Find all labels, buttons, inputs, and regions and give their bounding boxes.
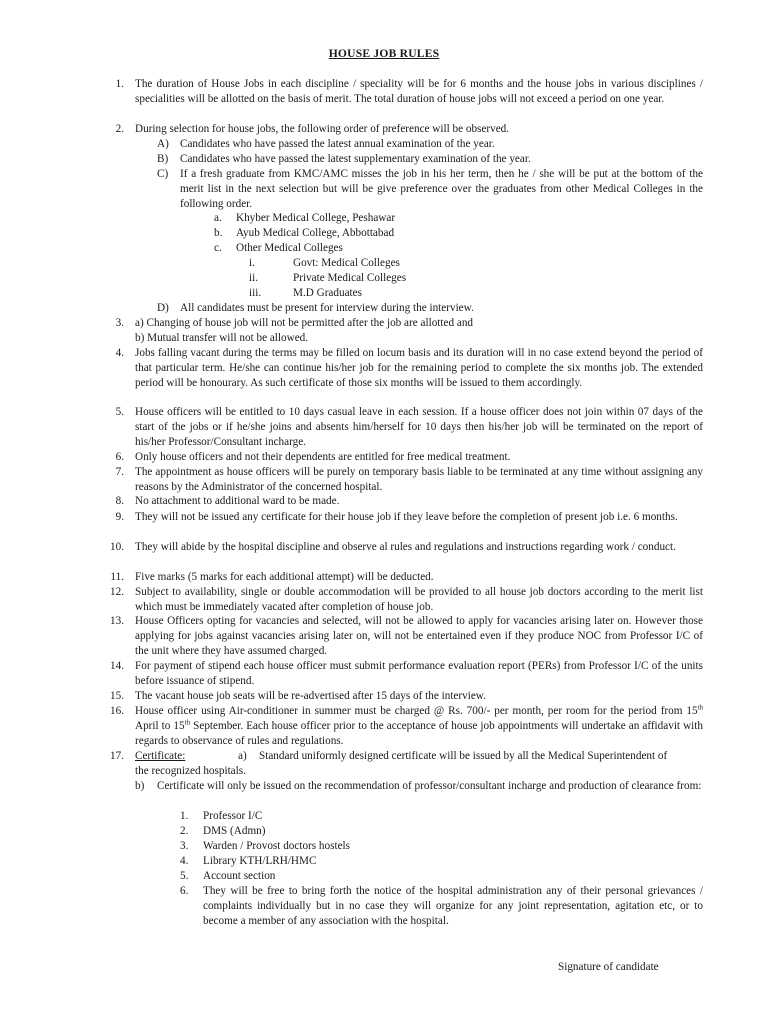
rule-16-part-3: April to 15 (135, 719, 185, 732)
rule-16-number: 16. (110, 705, 124, 717)
rule-10-text: They will abide by the hospital discipline and observe al rules and regulations and instructions regarding work / conduct. (135, 541, 676, 553)
clearance-item-4-number: 4. (180, 855, 189, 867)
rule-6-number: 6. (115, 451, 124, 463)
rule-16-part-1: House officer using Air-conditioner in summer must be charged @ Rs. 700/- per month, per room for the period (135, 705, 657, 717)
rule-17-b-text: Certificate will only be issued on the recommendation of professor/consultant incharge and production of clearance from: (157, 780, 702, 792)
rule-2-b-text: Ayub Medical College, Abbottabad (236, 227, 395, 239)
clearance-item-4-text: Library KTH/LRH/HMC (203, 855, 317, 867)
rule-12-number: 12. (110, 586, 124, 598)
rule-17-b-marker: b) (135, 780, 145, 792)
rule-5-text: House officers will be entitled to 10 days casual leave in each session. If a house officer does not join within 07 days of the start of the jobs or if he/she joins and absents him/herself for 10 days then his/her job will be terminated on the report of his/her Professor/Consultant incharge. (135, 406, 703, 448)
clearance-item-1-number: 1. (180, 810, 189, 822)
rule-13-text: House Officers opting for vacancies and selected, will not be allowed to apply for vacancies arising later on. However those applying for jobs against vacancies arising later on, will not be entertained even if they produce NOC from Professor I/C of the unit where they have assumed charged. (135, 615, 703, 657)
rule-2-a-marker: a. (214, 212, 222, 224)
rule-2-iii-text: M.D Graduates (293, 287, 362, 299)
clearance-item-3-text: Warden / Provost doctors hostels (203, 840, 351, 852)
rule-2-ii-text: Private Medical Colleges (293, 272, 407, 284)
rule-16-part-2: from 15 (660, 705, 698, 717)
rule-3-a-text: a) Changing of house job will not be permitted after the job are allotted and (135, 317, 474, 329)
rule-17-a-marker: a) (238, 750, 247, 762)
rule-4-text: Jobs falling vacant during the terms may be filled on locum basis and its duration will in no case extend beyond the period of that particular term. He/she can continue his/her job for the remaining period to complete the six months job. The extended period will be honourary. As such certificate of those six months will be issued to them accordingly. (135, 347, 703, 389)
rule-16-text (135, 704, 703, 749)
rule-2-D-marker: D) (157, 302, 169, 314)
rule-15-text: The vacant house job seats will be re-advertised after 15 days of the interview. (135, 690, 486, 702)
rule-2-text: During selection for house jobs, the following order of preference will be observed. (135, 123, 510, 135)
rule-15-number: 15. (110, 690, 124, 702)
rule-11-number: 11. (110, 571, 124, 583)
rule-17-number: 17. (110, 750, 124, 762)
clearance-item-5-text: Account section (203, 870, 276, 882)
clearance-item-2-number: 2. (180, 825, 189, 837)
rule-2-D-text: All candidates must be present for interview during the interview. (180, 302, 474, 314)
rule-2-i-text: Govt: Medical Colleges (293, 257, 400, 269)
rule-2-A-marker: A) (157, 138, 169, 150)
rule-14-number: 14. (110, 660, 124, 672)
rule-2-number: 2. (115, 123, 124, 135)
rule-17-a-text-line-2: the recognized hospitals. (135, 765, 246, 777)
rule-4-number: 4. (115, 347, 124, 359)
rule-12-text: Subject to availability, single or double accommodation will be provided to all house job doctors according to the merit list which must be immediately vacated after completion of house job. (135, 586, 703, 613)
rule-9-number: 9. (115, 511, 124, 523)
rule-2-ii-marker: ii. (249, 272, 259, 284)
rule-16-superscript-2: th (184, 718, 191, 727)
clearance-item-6-number: 6. (180, 885, 189, 897)
rule-13-number: 13. (110, 615, 124, 627)
rule-2-a-text: Khyber Medical College, Peshawar (236, 212, 396, 224)
rule-2-A-text: Candidates who have passed the latest annual examination of the year. (180, 138, 495, 150)
rule-2-i-marker: i. (249, 257, 255, 269)
rule-16-part-4: September. Each house officer prior to the acceptance of house job appointments will undertake an affidavit with regards to observance of rules and regulations. (135, 719, 703, 747)
rule-17-a-text-line-1: Standard uniformly designed certificate will be issued by all the Medical Superintendent of (259, 750, 668, 762)
rule-17-label: Certificate: (135, 750, 186, 762)
rule-2-iii-marker: iii. (249, 287, 262, 299)
rule-7-text: The appointment as house officers will be purely on temporary basis liable to be terminated at any time without assigning any reasons by the Administrator of the concerned hospital. (135, 466, 703, 493)
rule-5-number: 5. (115, 406, 124, 418)
rule-2-C-marker: C) (157, 168, 169, 180)
clearance-item-5-number: 5. (180, 870, 189, 882)
rule-1-number: 1. (115, 78, 124, 90)
rule-2-b-marker: b. (214, 227, 223, 239)
signature-label: Signature of candidate (558, 961, 659, 973)
rule-3-b-text: b) Mutual transfer will not be allowed. (135, 332, 309, 344)
rule-16-superscript-1: th (697, 703, 704, 712)
rule-7-number: 7. (115, 466, 124, 478)
rule-9-text: They will not be issued any certificate for their house job if they leave before the completion of present job i.e. 6 months. (135, 511, 678, 523)
rule-2-C-text: If a fresh graduate from KMC/AMC misses the job in his her term, then he / she will be put at the bottom of the merit list in the next selection but will be give preference over the graduates from other Medical Colleges in the following order. (180, 168, 703, 210)
rule-14-text: For payment of stipend each house officer must submit performance evaluation report (PERs) from Professor I/C of the units before issuance of stipend. (135, 660, 703, 687)
rule-6-text: Only house officers and not their dependents are entitled for free medical treatment. (135, 451, 511, 463)
clearance-item-6-text: They will be free to bring forth the notice of the hospital administration any of their personal grievances / complaints individually but in no case they will organize for any joint representation, agitation etc, or to become a member of any association with the hospital. (203, 885, 703, 927)
rule-2-c-text: Other Medical Colleges (236, 242, 343, 254)
page-title: HOUSE JOB RULES (328, 47, 440, 60)
rule-2-B-marker: B) (157, 153, 169, 165)
clearance-item-2-text: DMS (Admn) (203, 825, 266, 837)
rule-10-number: 10. (110, 541, 124, 553)
rule-8-text: No attachment to additional ward to be made. (135, 495, 340, 507)
rule-2-c-marker: c. (214, 242, 222, 254)
rule-2-B-text: Candidates who have passed the latest supplementary examination of the year. (180, 153, 531, 165)
clearance-item-3-number: 3. (180, 840, 189, 852)
rule-3-number: 3. (115, 317, 124, 329)
rule-8-number: 8. (115, 495, 124, 507)
rule-1-text: The duration of House Jobs in each discipline / speciality will be for 6 months and the house jobs in various disciplines / specialities will be allotted on the basis of merit. The total duration of house jobs will not exceed a period on one year. (135, 78, 703, 105)
clearance-item-1-text: Professor I/C (203, 810, 263, 822)
rule-11-text: Five marks (5 marks for each additional attempt) will be deducted. (135, 571, 434, 583)
